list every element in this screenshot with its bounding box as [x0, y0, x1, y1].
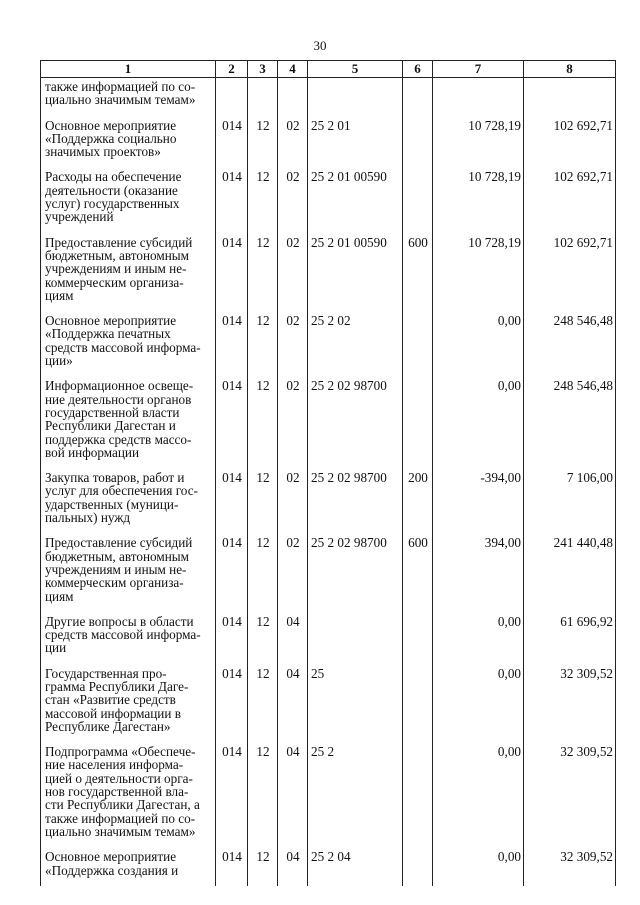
section-cell: 12 — [248, 233, 278, 311]
change-amount-cell: 0,00 — [433, 742, 524, 847]
subsection-cell: 02 — [278, 167, 308, 232]
target-article-cell: 25 2 — [308, 742, 403, 847]
change-amount-cell: 0,00 — [433, 376, 524, 468]
section-cell — [248, 78, 278, 116]
code-cell: 014 — [216, 664, 248, 742]
code-cell — [216, 78, 248, 116]
change-amount-cell: 0,00 — [433, 847, 524, 886]
subsection-cell: 02 — [278, 376, 308, 468]
total-amount-cell: 32 309,52 — [524, 664, 616, 742]
target-article-cell: 25 2 02 — [308, 311, 403, 376]
target-article-cell: 25 2 02 98700 — [308, 533, 403, 611]
section-cell: 12 — [248, 311, 278, 376]
table-row — [41, 847, 616, 886]
target-article-cell — [308, 612, 403, 664]
change-amount-cell: 0,00 — [433, 664, 524, 742]
code-cell: 014 — [216, 612, 248, 664]
page-number: 30 — [313, 38, 327, 53]
table-row — [41, 78, 616, 116]
expense-type-cell — [403, 311, 433, 376]
section-cell: 12 — [248, 847, 278, 886]
total-amount-cell: 32 309,52 — [524, 847, 616, 886]
column-header: 4 — [278, 61, 308, 78]
total-amount-cell: 7 106,00 — [524, 468, 616, 533]
budget-table — [40, 60, 616, 886]
subsection-cell: 02 — [278, 116, 308, 168]
column-header: 5 — [308, 61, 403, 78]
change-amount-cell: 10 728,19 — [433, 167, 524, 232]
expense-type-cell — [403, 847, 433, 886]
change-amount-cell: 10 728,19 — [433, 116, 524, 168]
total-amount-cell: 248 546,48 — [524, 311, 616, 376]
row-name-cell: Расходы на обеспечение деятельности (оказание услуг) государственных учреждений — [41, 167, 216, 232]
row-name-cell: также информацией по со- циально значимым темам» — [41, 78, 216, 116]
table-row — [41, 167, 616, 232]
section-cell: 12 — [248, 533, 278, 611]
expense-type-cell — [403, 167, 433, 232]
target-article-cell: 25 2 01 00590 — [308, 233, 403, 311]
total-amount-cell: 61 696,92 — [524, 612, 616, 664]
column-header: 2 — [216, 61, 248, 78]
total-amount-cell: 248 546,48 — [524, 376, 616, 468]
column-header: 8 — [524, 61, 616, 78]
row-name-cell: Основное мероприятие «Поддержка создания и — [41, 847, 216, 886]
expense-type-cell: 600 — [403, 233, 433, 311]
table-row — [41, 376, 616, 468]
subsection-cell: 04 — [278, 612, 308, 664]
subsection-cell — [278, 78, 308, 116]
change-amount-cell: -394,00 — [433, 468, 524, 533]
change-amount-cell: 394,00 — [433, 533, 524, 611]
table-row — [41, 742, 616, 847]
total-amount-cell: 102 692,71 — [524, 167, 616, 232]
table-row — [41, 311, 616, 376]
code-cell: 014 — [216, 468, 248, 533]
column-header: 3 — [248, 61, 278, 78]
target-article-cell: 25 2 01 — [308, 116, 403, 168]
code-cell: 014 — [216, 167, 248, 232]
code-cell: 014 — [216, 116, 248, 168]
target-article-cell: 25 2 01 00590 — [308, 167, 403, 232]
expense-type-cell — [403, 612, 433, 664]
total-amount-cell: 102 692,71 — [524, 116, 616, 168]
target-article-cell: 25 2 04 — [308, 847, 403, 886]
code-cell: 014 — [216, 847, 248, 886]
expense-type-cell — [403, 78, 433, 116]
table-header-row — [41, 61, 616, 78]
change-amount-cell — [433, 78, 524, 116]
table-row — [41, 233, 616, 311]
expense-type-cell: 600 — [403, 533, 433, 611]
code-cell: 014 — [216, 233, 248, 311]
row-name-cell: Другие вопросы в области средств массовой информа- ции — [41, 612, 216, 664]
change-amount-cell: 0,00 — [433, 612, 524, 664]
total-amount-cell: 241 440,48 — [524, 533, 616, 611]
code-cell: 014 — [216, 311, 248, 376]
subsection-cell: 02 — [278, 311, 308, 376]
column-header: 7 — [433, 61, 524, 78]
target-article-cell: 25 2 02 98700 — [308, 376, 403, 468]
subsection-cell: 04 — [278, 664, 308, 742]
change-amount-cell: 10 728,19 — [433, 233, 524, 311]
total-amount-cell: 32 309,52 — [524, 742, 616, 847]
subsection-cell: 02 — [278, 533, 308, 611]
expense-type-cell — [403, 742, 433, 847]
table-row — [41, 533, 616, 611]
expense-type-cell — [403, 376, 433, 468]
change-amount-cell: 0,00 — [433, 311, 524, 376]
section-cell: 12 — [248, 376, 278, 468]
section-cell: 12 — [248, 468, 278, 533]
expense-type-cell: 200 — [403, 468, 433, 533]
code-cell: 014 — [216, 533, 248, 611]
row-name-cell: Предоставление субсидий бюджетным, автономным учреждениям и иным не- коммерческим организа- циям — [41, 233, 216, 311]
subsection-cell: 04 — [278, 742, 308, 847]
subsection-cell: 04 — [278, 847, 308, 886]
section-cell: 12 — [248, 742, 278, 847]
column-header: 1 — [41, 61, 216, 78]
row-name-cell: Основное мероприятие «Поддержка социально значимых проектов» — [41, 116, 216, 168]
table-body — [41, 78, 616, 886]
expense-type-cell — [403, 116, 433, 168]
expense-type-cell — [403, 664, 433, 742]
section-cell: 12 — [248, 167, 278, 232]
row-name-cell: Закупка товаров, работ и услуг для обеспечения гос- ударственных (муници- пальных) нужд — [41, 468, 216, 533]
table-row — [41, 468, 616, 533]
target-article-cell — [308, 78, 403, 116]
total-amount-cell: 102 692,71 — [524, 233, 616, 311]
table-row — [41, 664, 616, 742]
row-name-cell: Основное мероприятие «Поддержка печатных средств массовой информа- ции» — [41, 311, 216, 376]
subsection-cell: 02 — [278, 468, 308, 533]
row-name-cell: Подпрограмма «Обеспече- ние населения информа- цией о деятельности орга- нов государственной вла- сти Республики Дагестан, а также информацией по со- циально значимым темам» — [41, 742, 216, 847]
row-name-cell: Государственная про- грамма Республики Даге- стан «Развитие средств массовой информации в Республике Дагестан» — [41, 664, 216, 742]
table-row — [41, 116, 616, 168]
code-cell: 014 — [216, 742, 248, 847]
section-cell: 12 — [248, 612, 278, 664]
column-header: 6 — [403, 61, 433, 78]
section-cell: 12 — [248, 116, 278, 168]
target-article-cell: 25 — [308, 664, 403, 742]
total-amount-cell — [524, 78, 616, 116]
code-cell: 014 — [216, 376, 248, 468]
table-row — [41, 612, 616, 664]
subsection-cell: 02 — [278, 233, 308, 311]
row-name-cell: Информационное освеще- ние деятельности органов государственной власти Республики Дагестан и поддержка средств массо- вой информации — [41, 376, 216, 468]
row-name-cell: Предоставление субсидий бюджетным, автономным учреждениям и иным не- коммерческим организа- циям — [41, 533, 216, 611]
section-cell: 12 — [248, 664, 278, 742]
target-article-cell: 25 2 02 98700 — [308, 468, 403, 533]
